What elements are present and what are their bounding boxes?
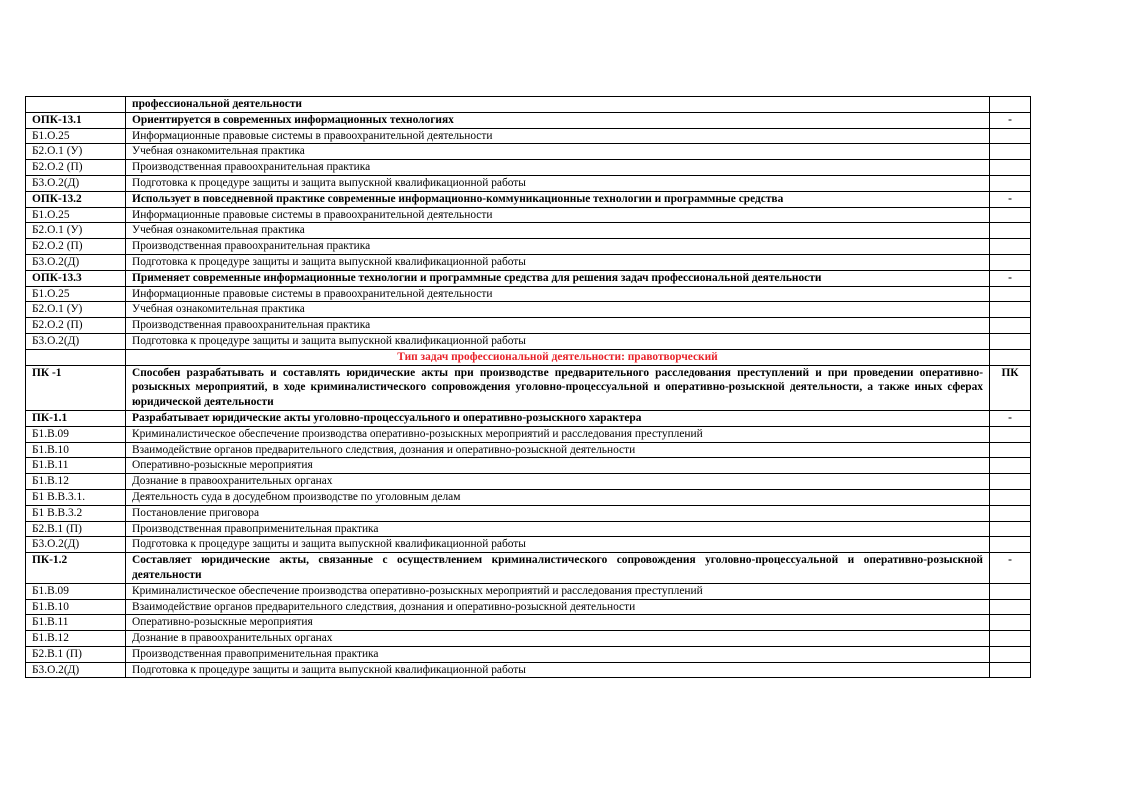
table-row bbox=[26, 521, 1031, 537]
table-row bbox=[26, 537, 1031, 553]
mark-cell bbox=[990, 537, 1031, 553]
mark-cell bbox=[990, 239, 1031, 255]
code-cell: Б1 В.В.3.2 bbox=[26, 505, 126, 521]
mark-cell bbox=[990, 254, 1031, 270]
description-cell: Подготовка к процедуре защиты и защита выпускной квалификационной работы bbox=[126, 175, 990, 191]
code-cell: Б2.В.1 (П) bbox=[26, 521, 126, 537]
mark-cell bbox=[990, 160, 1031, 176]
description-cell: Оперативно-розыскные мероприятия bbox=[126, 615, 990, 631]
mark-cell bbox=[990, 426, 1031, 442]
section-title: Тип задач профессиональной деятельности: правотворческий bbox=[126, 349, 990, 365]
code-cell: Б1.В.12 bbox=[26, 474, 126, 490]
table-row bbox=[26, 646, 1031, 662]
mark-cell bbox=[990, 144, 1031, 160]
description-cell: Взаимодействие органов предварительного следствия, дознания и оперативно-розыскной деятельности bbox=[126, 442, 990, 458]
mark-cell bbox=[990, 318, 1031, 334]
table-row bbox=[26, 160, 1031, 176]
code-cell: Б2.О.2 (П) bbox=[26, 318, 126, 334]
table-row bbox=[26, 302, 1031, 318]
mark-cell bbox=[990, 97, 1031, 113]
code-cell: Б1.В.09 bbox=[26, 583, 126, 599]
table-row bbox=[26, 599, 1031, 615]
code-cell: Б1.О.25 bbox=[26, 286, 126, 302]
code-cell: Б2.О.2 (П) bbox=[26, 239, 126, 255]
code-cell: Б1.В.12 bbox=[26, 631, 126, 647]
mark-cell: - bbox=[990, 191, 1031, 207]
competency-table bbox=[25, 96, 1031, 678]
document-page bbox=[25, 96, 1030, 678]
code-cell: Б1.О.25 bbox=[26, 128, 126, 144]
description-cell: Разрабатывает юридические акты уголовно-процессуального и оперативно-розыскного характера bbox=[126, 410, 990, 426]
description-cell: Использует в повседневной практике современные информационно-коммуникационные технологии и программные средства bbox=[126, 191, 990, 207]
mark-cell bbox=[990, 349, 1031, 365]
table-row bbox=[26, 631, 1031, 647]
description-cell: Дознание в правоохранительных органах bbox=[126, 474, 990, 490]
mark-cell bbox=[990, 615, 1031, 631]
mark-cell bbox=[990, 458, 1031, 474]
table-row bbox=[26, 333, 1031, 349]
code-cell: Б3.О.2(Д) bbox=[26, 537, 126, 553]
table-row bbox=[26, 442, 1031, 458]
description-cell: Информационные правовые системы в правоохранительной деятельности bbox=[126, 207, 990, 223]
code-cell: Б2.О.1 (У) bbox=[26, 223, 126, 239]
description-cell: Производственная правоохранительная практика bbox=[126, 160, 990, 176]
table-row bbox=[26, 318, 1031, 334]
code-cell: ОПК-13.2 bbox=[26, 191, 126, 207]
mark-cell bbox=[990, 333, 1031, 349]
table-row bbox=[26, 615, 1031, 631]
code-cell: ПК -1 bbox=[26, 365, 126, 410]
code-cell: Б1.В.10 bbox=[26, 442, 126, 458]
mark-cell bbox=[990, 489, 1031, 505]
mark-cell: ПК bbox=[990, 365, 1031, 410]
mark-cell: - bbox=[990, 112, 1031, 128]
table-row bbox=[26, 175, 1031, 191]
code-cell: ОПК-13.3 bbox=[26, 270, 126, 286]
table-row bbox=[26, 270, 1031, 286]
description-cell: Подготовка к процедуре защиты и защита выпускной квалификационной работы bbox=[126, 662, 990, 678]
code-cell bbox=[26, 349, 126, 365]
table-row bbox=[26, 239, 1031, 255]
description-cell: Производственная правоприменительная практика bbox=[126, 646, 990, 662]
table-row bbox=[26, 286, 1031, 302]
mark-cell bbox=[990, 599, 1031, 615]
table-row bbox=[26, 553, 1031, 584]
code-cell: Б1 В.В.3.1. bbox=[26, 489, 126, 505]
code-cell: Б1.В.10 bbox=[26, 599, 126, 615]
mark-cell bbox=[990, 583, 1031, 599]
table-row bbox=[26, 474, 1031, 490]
code-cell: Б3.О.2(Д) bbox=[26, 333, 126, 349]
code-cell: Б2.В.1 (П) bbox=[26, 646, 126, 662]
table-row bbox=[26, 223, 1031, 239]
description-cell: Подготовка к процедуре защиты и защита выпускной квалификационной работы bbox=[126, 254, 990, 270]
description-cell: Информационные правовые системы в правоохранительной деятельности bbox=[126, 286, 990, 302]
table-row bbox=[26, 97, 1031, 113]
description-cell: Информационные правовые системы в правоохранительной деятельности bbox=[126, 128, 990, 144]
table-row bbox=[26, 365, 1031, 410]
mark-cell bbox=[990, 662, 1031, 678]
mark-cell bbox=[990, 175, 1031, 191]
mark-cell bbox=[990, 286, 1031, 302]
mark-cell bbox=[990, 302, 1031, 318]
description-cell: Подготовка к процедуре защиты и защита выпускной квалификационной работы bbox=[126, 333, 990, 349]
mark-cell: - bbox=[990, 410, 1031, 426]
code-cell: Б2.О.1 (У) bbox=[26, 302, 126, 318]
description-cell: Составляет юридические акты, связанные с осуществлением криминалистического сопровождения уголовно-процессуальной и оперативно-розыскной деятельности bbox=[126, 553, 990, 584]
mark-cell bbox=[990, 474, 1031, 490]
mark-cell bbox=[990, 223, 1031, 239]
competency-table-body bbox=[26, 97, 1031, 678]
mark-cell: - bbox=[990, 553, 1031, 584]
table-row bbox=[26, 662, 1031, 678]
table-row bbox=[26, 207, 1031, 223]
description-cell: Дознание в правоохранительных органах bbox=[126, 631, 990, 647]
table-row bbox=[26, 128, 1031, 144]
mark-cell bbox=[990, 521, 1031, 537]
description-cell: Применяет современные информационные технологии и программные средства для решения задач профессиональной деятельности bbox=[126, 270, 990, 286]
table-row bbox=[26, 191, 1031, 207]
code-cell: Б2.О.1 (У) bbox=[26, 144, 126, 160]
description-cell: Производственная правоохранительная практика bbox=[126, 318, 990, 334]
description-cell: Производственная правоприменительная практика bbox=[126, 521, 990, 537]
code-cell: Б1.О.25 bbox=[26, 207, 126, 223]
code-cell: Б3.О.2(Д) bbox=[26, 254, 126, 270]
description-cell: Подготовка к процедуре защиты и защита выпускной квалификационной работы bbox=[126, 537, 990, 553]
table-row bbox=[26, 112, 1031, 128]
description-cell: Учебная ознакомительная практика bbox=[126, 302, 990, 318]
code-cell: Б3.О.2(Д) bbox=[26, 662, 126, 678]
code-cell: Б1.В.11 bbox=[26, 615, 126, 631]
code-cell: ОПК-13.1 bbox=[26, 112, 126, 128]
description-cell: Ориентируется в современных информационных технологиях bbox=[126, 112, 990, 128]
table-row bbox=[26, 489, 1031, 505]
description-cell: Деятельность суда в досудебном производстве по уголовным делам bbox=[126, 489, 990, 505]
description-cell: Постановление приговора bbox=[126, 505, 990, 521]
code-cell: Б2.О.2 (П) bbox=[26, 160, 126, 176]
mark-cell: - bbox=[990, 270, 1031, 286]
table-row bbox=[26, 583, 1031, 599]
table-row bbox=[26, 254, 1031, 270]
code-cell: Б1.В.11 bbox=[26, 458, 126, 474]
table-row bbox=[26, 426, 1031, 442]
table-row bbox=[26, 410, 1031, 426]
description-cell: Взаимодействие органов предварительного следствия, дознания и оперативно-розыскной деятельности bbox=[126, 599, 990, 615]
mark-cell bbox=[990, 128, 1031, 144]
section-header-row bbox=[26, 349, 1031, 365]
code-cell: ПК-1.2 bbox=[26, 553, 126, 584]
mark-cell bbox=[990, 646, 1031, 662]
description-cell: Криминалистическое обеспечение производства оперативно-розыскных мероприятий и расследования преступлений bbox=[126, 583, 990, 599]
mark-cell bbox=[990, 207, 1031, 223]
mark-cell bbox=[990, 631, 1031, 647]
code-cell bbox=[26, 97, 126, 113]
description-cell: Криминалистическое обеспечение производства оперативно-розыскных мероприятий и расследования преступлений bbox=[126, 426, 990, 442]
mark-cell bbox=[990, 442, 1031, 458]
description-cell: Способен разрабатывать и составлять юридические акты при производстве предварительного расследования преступлений и при проведении оперативно-розыскных мероприятий, в ходе криминалистического сопровождения уголовно-процессуальной и оперативно-розыскной деятельности, а также иных сферах юридической деятельности bbox=[126, 365, 990, 410]
description-cell: Производственная правоохранительная практика bbox=[126, 239, 990, 255]
code-cell: Б3.О.2(Д) bbox=[26, 175, 126, 191]
code-cell: ПК-1.1 bbox=[26, 410, 126, 426]
description-cell: Оперативно-розыскные мероприятия bbox=[126, 458, 990, 474]
mark-cell bbox=[990, 505, 1031, 521]
description-cell: Учебная ознакомительная практика bbox=[126, 223, 990, 239]
description-cell: профессиональной деятельности bbox=[126, 97, 990, 113]
description-cell: Учебная ознакомительная практика bbox=[126, 144, 990, 160]
code-cell: Б1.В.09 bbox=[26, 426, 126, 442]
table-row bbox=[26, 505, 1031, 521]
table-row bbox=[26, 144, 1031, 160]
table-row bbox=[26, 458, 1031, 474]
